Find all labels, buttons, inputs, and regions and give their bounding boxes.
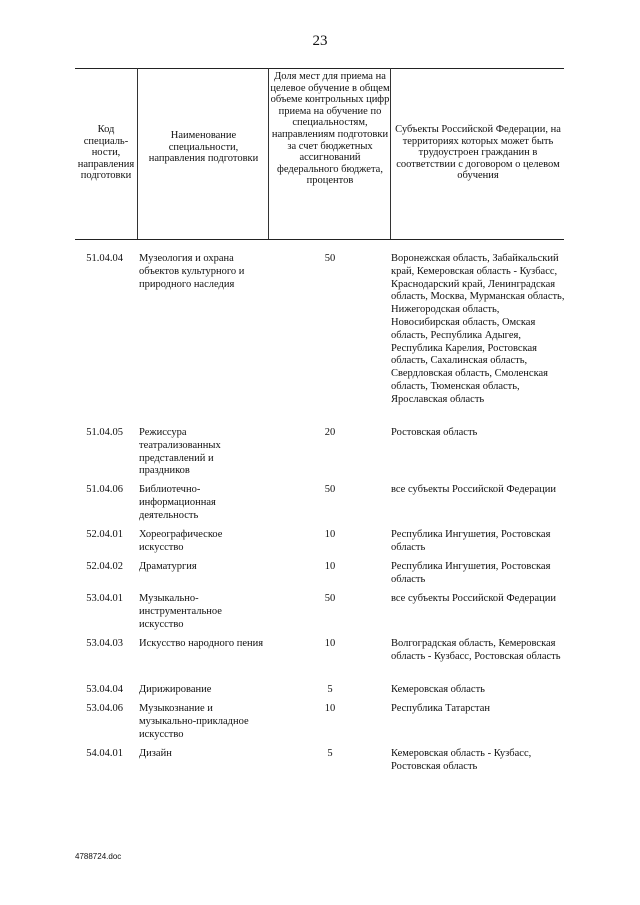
row-share: 20: [324, 427, 336, 438]
row-name: Музыкознание и музыкально-прикладное искусство: [139, 703, 249, 740]
row-share: 10: [324, 529, 336, 540]
row-name: Музыкально-инструментальное искусство: [139, 593, 222, 630]
header-name: Наименование специальности, направления подготовки: [148, 130, 259, 165]
row-name: Режиссура театрализованных представлений и праздников: [139, 427, 221, 477]
row-regions: все субъекты Российской Федерации: [391, 593, 556, 604]
row-regions: Ростовская область: [391, 427, 478, 438]
row-regions: все субъекты Российской Федерации: [391, 484, 556, 495]
row-code: 54.04.01: [86, 748, 123, 759]
row-name: Искусство народного пения: [139, 638, 264, 649]
row-code: 53.04.03: [86, 638, 123, 649]
header-share: Доля мест для приема на целевое обучение в общем объеме контрольных цифр приема на обучение по специальностям, направлениям подготовки за счет бюджетных ассигнований федерального бюджета, процентов: [270, 71, 390, 187]
row-code: 53.04.01: [86, 593, 123, 604]
row-regions: Волгоградская область, Кемеровская область - Кузбасс, Ростовская область: [391, 638, 561, 662]
row-share: 10: [324, 638, 336, 649]
row-code: 53.04.04: [86, 684, 123, 695]
column-divider: [137, 68, 138, 239]
row-name: Дизайн: [139, 748, 172, 759]
column-divider: [268, 68, 269, 239]
row-name: Драматургия: [139, 561, 197, 572]
row-code: 52.04.01: [86, 529, 123, 540]
row-code: 52.04.02: [86, 561, 123, 572]
row-regions: Республика Ингушетия, Ростовская область: [391, 529, 551, 553]
column-divider: [390, 68, 391, 239]
document-footer: 4788724.doc: [75, 852, 122, 861]
row-regions: Кемеровская область - Кузбасс, Ростовская область: [391, 748, 532, 772]
row-share: 50: [324, 253, 336, 264]
row-code: 53.04.06: [86, 703, 123, 714]
row-regions: Воронежская область, Забайкальский край, Кемеровская область - Кузбасс, Краснодарский край, Ленинградская область, Москва, Мурманская область, Нижегородская область, Новосибирская область, Омская область, Республика Адыгея, Республика Карелия, Ростовская область, Сахалинская область, Свердловская область, Смоленская область, Тюменская область, Ярославская область: [391, 253, 565, 405]
row-regions: Кемеровская область: [391, 684, 485, 695]
row-name: Хореографическое искусство: [139, 529, 223, 553]
row-name: Музеология и охрана объектов культурного и природного наследия: [139, 253, 245, 290]
table-top-rule: [75, 68, 564, 69]
row-share: 10: [324, 703, 336, 714]
header-code: Код специаль- ности, направления подготовки: [77, 124, 135, 182]
row-share: 50: [324, 484, 336, 495]
row-code: 51.04.06: [86, 484, 123, 495]
row-name: Дирижирование: [139, 684, 212, 695]
row-code: 51.04.05: [86, 427, 123, 438]
row-share: 10: [324, 561, 336, 572]
row-regions: Республика Ингушетия, Ростовская область: [391, 561, 551, 585]
row-share: 5: [327, 684, 333, 695]
header-regions: Субъекты Российской Федерации, на территориях которых может быть трудоустроен гражданин в соответствии с договором о целевом обучения: [395, 124, 561, 182]
row-name: Библиотечно-информационная деятельность: [139, 484, 216, 521]
row-code: 51.04.04: [86, 253, 123, 264]
row-share: 5: [327, 748, 333, 759]
row-regions: Республика Татарстан: [391, 703, 491, 714]
table-header-rule: [75, 239, 564, 240]
row-share: 50: [324, 593, 336, 604]
page-number: 23: [312, 33, 328, 49]
